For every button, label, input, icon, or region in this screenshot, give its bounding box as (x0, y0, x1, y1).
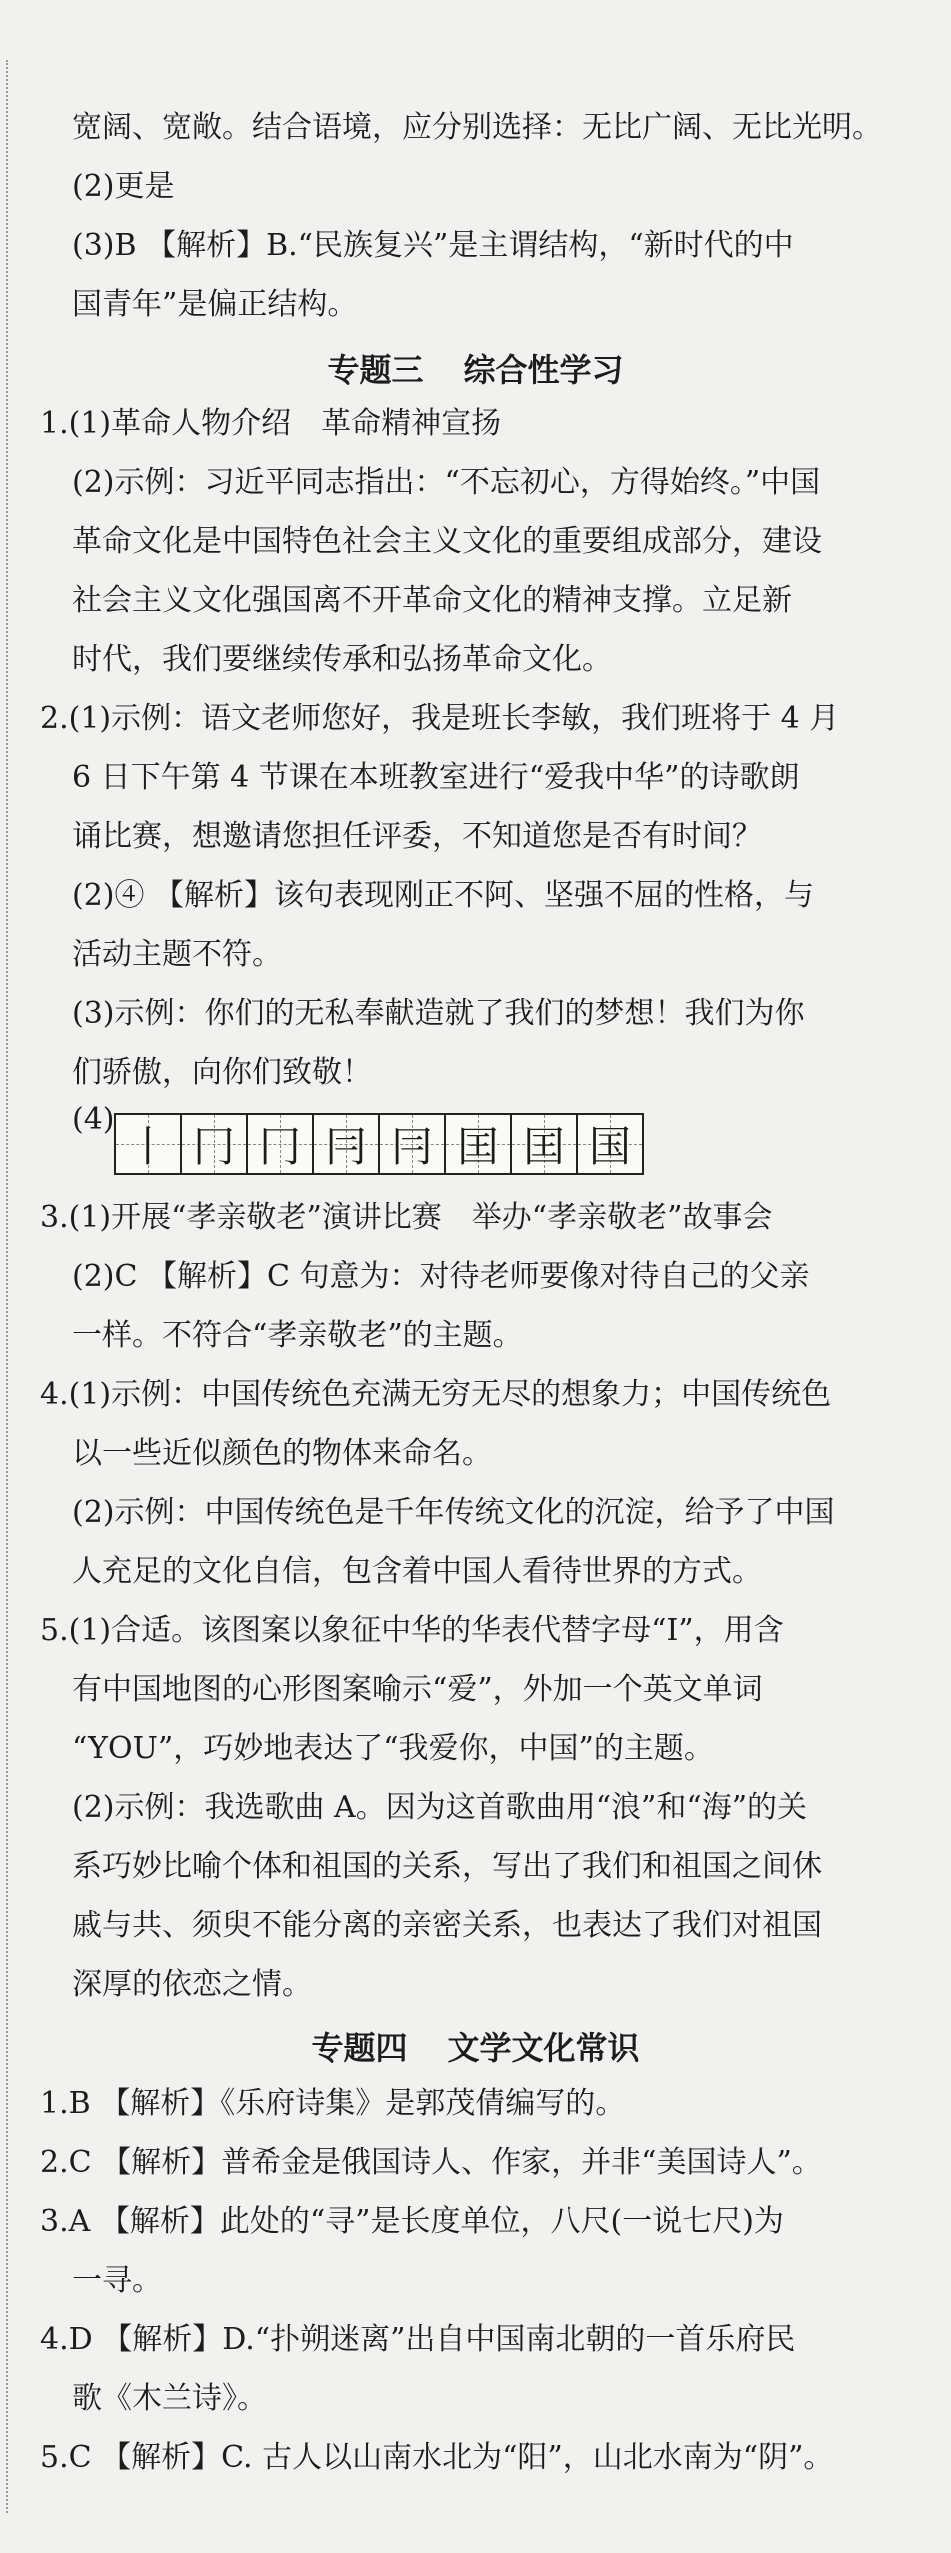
grid-cell (246, 1113, 314, 1175)
grid-cell (510, 1113, 578, 1175)
text-line: 2.C 【解析】普希金是俄国诗人、作家，并非“美国诗人”。 (40, 2145, 822, 2180)
text-line: 以一些近似颜色的物体来命名。 (72, 1436, 492, 1471)
text-line: 1.B 【解析】《乐府诗集》是郭茂倩编写的。 (40, 2086, 626, 2121)
section-label: 专题三 (327, 351, 424, 389)
text-line: 有中国地图的心形图案喻示“爱”，外加一个英文单词 (72, 1672, 763, 1707)
text-line: 歌《木兰诗》。 (72, 2381, 267, 2416)
section-heading-3 (0, 348, 951, 392)
stroke-char: 冂 (192, 1122, 235, 1171)
text-line: (2)示例：习近平同志指出：“不忘初心，方得始终。”中国 (72, 465, 821, 500)
grid-cell (114, 1113, 182, 1175)
text-line: (2)示例：中国传统色是千年传统文化的沉淀，给予了中国 (72, 1495, 835, 1530)
grid-cell (444, 1113, 512, 1175)
stroke-char: 冃 (324, 1122, 367, 1171)
text-line: (2)④ 【解析】该句表现刚正不阿、坚强不屈的性格，与 (72, 878, 815, 913)
text-line: 宽阔、宽敞。结合语境，应分别选择：无比广阔、无比光明。 (72, 110, 882, 145)
text-line: 人充足的文化自信，包含着中国人看待世界的方式。 (72, 1554, 762, 1589)
text-line: 社会主义文化强国离不开革命文化的精神支撑。立足新 (72, 583, 792, 618)
text-line: 系巧妙比喻个体和祖国的关系，写出了我们和祖国之间休 (72, 1849, 822, 1884)
text-line: 们骄傲，向你们致敬！ (72, 1055, 372, 1090)
text-line: (2)更是 (72, 169, 175, 204)
margin-dotted-line (6, 60, 8, 2513)
stroke-char: 丨 (126, 1122, 169, 1171)
text-line: 国青年”是偏正结构。 (72, 287, 358, 322)
stroke-order-label: (4) (72, 1102, 115, 1137)
text-line: 深厚的依恋之情。 (72, 1967, 312, 2002)
text-line: 活动主题不符。 (72, 937, 282, 972)
text-line: 3.(1)开展“孝亲敬老”演讲比赛 举办“孝亲敬老”故事会 (40, 1200, 773, 1235)
text-line: 1.(1)革命人物介绍 革命精神宣扬 (40, 406, 502, 441)
text-line: 6 日下午第 4 节课在本班教室进行“爱我中华”的诗歌朗 (72, 760, 800, 795)
section-title: 综合性学习 (463, 351, 624, 389)
stroke-char: 囯 (522, 1122, 565, 1171)
text-line: 革命文化是中国特色社会主义文化的重要组成部分，建设 (72, 524, 822, 559)
text-line: 4.D 【解析】D.“扑朔迷离”出自中国南北朝的一首乐府民 (40, 2322, 796, 2357)
text-line: (3)B 【解析】B.“民族复兴”是主谓结构，“新时代的中 (72, 228, 794, 263)
stroke-order-grid (114, 1113, 642, 1173)
text-line: 戚与共、须臾不能分离的亲密关系，也表达了我们对祖国 (72, 1908, 822, 1943)
text-line: 3.A 【解析】此处的“寻”是长度单位，八尺(一说七尺)为 (40, 2204, 784, 2239)
text-line: (2)C 【解析】C 句意为：对待老师要像对待自己的父亲 (72, 1259, 810, 1294)
text-line: 诵比赛，想邀请您担任评委，不知道您是否有时间？ (72, 819, 762, 854)
text-line: 时代，我们要继续传承和弘扬革命文化。 (72, 642, 612, 677)
section-label: 专题四 (311, 2029, 408, 2067)
grid-cell (180, 1113, 248, 1175)
text-line: 一寻。 (72, 2263, 162, 2298)
grid-cell (378, 1113, 446, 1175)
stroke-char: 囯 (456, 1122, 499, 1171)
text-line: 2.(1)示例：语文老师您好，我是班长李敏，我们班将于 4 月 (40, 701, 840, 736)
text-line: 一样。不符合“孝亲敬老”的主题。 (72, 1318, 523, 1353)
section-title: 文学文化常识 (447, 2029, 640, 2067)
stroke-char: 冃 (390, 1122, 433, 1171)
grid-cell (576, 1113, 644, 1175)
stroke-char: 国 (588, 1122, 631, 1171)
text-line: (2)示例：我选歌曲 A。因为这首歌曲用“浪”和“海”的关 (72, 1790, 808, 1825)
stroke-char: 冂 (258, 1122, 301, 1171)
grid-cell (312, 1113, 380, 1175)
text-line: (3)示例：你们的无私奉献造就了我们的梦想！我们为你 (72, 996, 805, 1031)
text-line: “YOU”，巧妙地表达了“我爱你，中国”的主题。 (72, 1731, 714, 1766)
section-heading-4 (0, 2026, 951, 2070)
text-line: 5.C 【解析】C. 古人以山南水北为“阳”，山北水南为“阴”。 (40, 2440, 834, 2475)
text-line: 5.(1)合适。该图案以象征中华的华表代替字母“I”，用含 (40, 1613, 784, 1648)
text-line: 4.(1)示例：中国传统色充满无穷无尽的想象力；中国传统色 (40, 1377, 832, 1412)
